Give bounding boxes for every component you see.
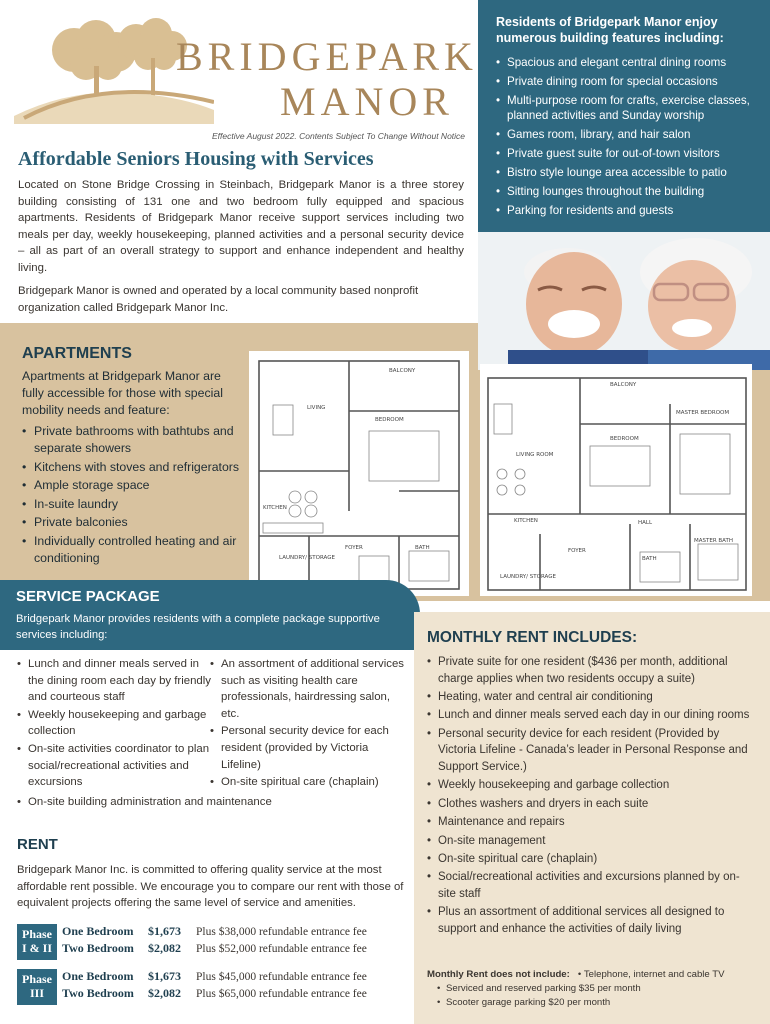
rent-entrance-fee: Plus $45,000 refundable entrance fee (196, 971, 367, 983)
list-item: • Lunch and dinner meals served in the dining room each day by friendly and courteous staff (17, 656, 215, 706)
list-item: • Weekly housekeeping and garbage collection (427, 777, 755, 794)
plan2-master-bath-label: MASTER BATH (694, 538, 734, 544)
list-item: • Multi-purpose room for crafts, exercise classes, planned activities and Sunday worship (496, 93, 758, 123)
plan1-balcony-label: BALCONY (389, 368, 416, 374)
list-item: • Spacious and elegant central dining rooms (496, 55, 758, 70)
list-item: • Ample storage space (22, 477, 247, 494)
list-item: • Lunch and dinner meals served each day in our dining rooms (427, 707, 755, 724)
logo (0, 0, 478, 150)
brand-name-line2: MANOR (280, 79, 454, 124)
floor-plan-two-bedroom (480, 364, 752, 596)
service-package-title: SERVICE PACKAGE (16, 588, 160, 605)
list-item: • Bistro style lounge area accessible to patio (496, 165, 758, 180)
list-item: • On-site management (427, 833, 755, 850)
intro-title: Affordable Seniors Housing with Services (18, 148, 374, 170)
rent-unit-type: One Bedroom (62, 924, 134, 938)
plan1-foyer-label: FOYER (345, 545, 363, 551)
phase-badge-2 (17, 969, 57, 1005)
rent-unit-type: Two Bedroom (62, 941, 134, 955)
seniors-photo (478, 232, 770, 370)
list-item: • Weekly housekeeping and garbage collection (17, 707, 215, 740)
plan2-balcony-label: BALCONY (610, 382, 637, 388)
apartments-title: APARTMENTS (22, 345, 132, 362)
plan1-laundry-label: LAUNDRY/ STORAGE (279, 555, 335, 561)
floor-plan-one-bedroom (249, 351, 469, 596)
list-item: • Individually controlled heating and air conditioning (22, 533, 247, 567)
list-item: • Games room, library, and hair salon (496, 127, 758, 142)
service-package-header (0, 580, 420, 650)
list-item: • Personal security device for each resident (provided by Victoria Lifeline) (210, 723, 410, 773)
building-features-panel (478, 0, 770, 232)
list-item: • Private guest suite for out-of-town visitors (496, 146, 758, 161)
list-item: • Maintenance and repairs (427, 814, 755, 831)
rent-paragraph: Bridgepark Manor Inc. is committed to offering quality service at the most affordable rent possible. We encourage you to compare our rent with those of equivalent projects offering the same level of service and amenities. (17, 864, 404, 909)
exclusion-item: • Scooter garage parking $20 per month (437, 996, 763, 1010)
plan2-laundry-label: LAUNDRY/ STORAGE (500, 574, 556, 580)
plan2-foyer-label: FOYER (568, 548, 586, 554)
plan2-master-bedroom-label: MASTER BEDROOM (676, 410, 730, 416)
list-item: • Private dining room for special occasions (496, 74, 758, 89)
list-item: • Private suite for one resident ($436 per month, additional charge applies when two residents occupy a suite) (427, 654, 755, 687)
list-item: • Heating, water and central air conditioning (427, 689, 755, 706)
list-item: • Kitchens with stoves and refrigerators (22, 459, 247, 476)
plan1-bath-label: BATH (415, 545, 430, 551)
rent-price: $1,673 (148, 924, 181, 938)
plan2-hall-label: HALL (638, 520, 653, 526)
plan2-bedroom-label: BEDROOM (610, 436, 639, 442)
list-item: • On-site spiritual care (chaplain) (210, 774, 410, 791)
list-item: • Private balconies (22, 514, 247, 531)
list-item: • Personal security device for each resident (Provided by Victoria Lifeline - Canada’s leader in Personal Response and Support Service.) (427, 726, 755, 776)
rent-entrance-fee: Plus $38,000 refundable entrance fee (196, 926, 367, 938)
list-item: • An assortment of additional services such as visiting health care professionals, hairdressing salon, etc. (210, 656, 410, 722)
monthly-rent-list (427, 654, 755, 939)
plan1-kitchen-label: KITCHEN (263, 505, 287, 511)
list-item: • Parking for residents and guests (496, 203, 758, 218)
effective-date-note: Effective August 2022. Contents Subject To Change Without Notice (212, 131, 466, 141)
list-item: • Plus an assortment of additional services all designed to support and enhance the activities of daily living (427, 904, 755, 937)
apartments-feature-list (22, 423, 247, 568)
intro-paragraph-2: Bridgepark Manor is owned and operated by a local community based nonprofit organization called Bridgepark Manor Inc. (18, 285, 419, 314)
list-item: • Clothes washers and dryers in each suite (427, 796, 755, 813)
rent-unit-type: Two Bedroom (62, 986, 134, 1000)
phase-label: Phase (22, 972, 52, 986)
rent-entrance-fee: Plus $52,000 refundable entrance fee (196, 943, 367, 955)
service-list-left (17, 656, 215, 792)
rent-row (62, 986, 367, 1001)
service-list-full-item: • On-site building administration and maintenance (17, 796, 272, 808)
rent-price: $1,673 (148, 969, 181, 983)
phase-number: III (29, 986, 44, 1000)
phase-number: I & II (21, 941, 52, 955)
plan2-bath-label: BATH (642, 556, 657, 562)
service-list-right (210, 656, 410, 792)
monthly-rent-title: MONTHLY RENT INCLUDES: (427, 629, 638, 646)
rent-price: $2,082 (148, 941, 181, 955)
intro-paragraph-1: Located on Stone Bridge Crossing in Steinbach, Bridgepark Manor is a three storey building consisting of 131 one and two bedroom fully equipped and spacious apartments. Residents of Bridgepark Manor receive support services including two meals per day, weekly housekeeping, planned activities and a personal security device – all as part of an overall strategy to support and enhance independent and healthy living. (18, 179, 464, 274)
phase-badge-1 (17, 924, 57, 960)
plan2-living-room-label: LIVING ROOM (516, 452, 554, 458)
rent-row (62, 941, 367, 956)
list-item: • On-site spiritual care (chaplain) (427, 851, 755, 868)
plan1-living-label: LIVING (307, 405, 326, 411)
list-item: • On-site activities coordinator to plan social/recreational activities and excursions (17, 741, 215, 791)
list-item: • In-suite laundry (22, 496, 247, 513)
rent-price: $2,082 (148, 986, 181, 1000)
phase-label: Phase (22, 927, 52, 941)
list-item: • Social/recreational activities and excursions planned by on-site staff (427, 869, 755, 902)
service-package-intro: Bridgepark Manor provides residents with a complete package supportive services including: (16, 613, 380, 641)
rent-unit-type: One Bedroom (62, 969, 134, 983)
plan2-kitchen-label: KITCHEN (514, 518, 538, 524)
monthly-rent-exclusions: Monthly Rent does not include: • Telephone, internet and cable TV • Serviced and reserved parking $35 per month • Scooter garage parking $20 per month (427, 968, 763, 1010)
list-item: • Private bathrooms with bathtubs and separate showers (22, 423, 247, 457)
list-item: • Sitting lounges throughout the building (496, 184, 758, 199)
features-list (496, 55, 758, 218)
rent-entrance-fee: Plus $65,000 refundable entrance fee (196, 988, 367, 1000)
apartments-intro: Apartments at Bridgepark Manor are fully accessible for those with special mobility needs and feature: (22, 369, 223, 417)
exclusion-item: Telephone, internet and cable TV (583, 969, 725, 980)
rent-row (62, 924, 367, 939)
brand-name-line1: BRIDGEPARK (176, 34, 478, 79)
seniors-photo-illustration (478, 232, 770, 370)
plan1-bedroom-label: BEDROOM (375, 417, 404, 423)
exclusions-label: Monthly Rent does not include: (427, 969, 570, 980)
rent-row (62, 969, 367, 984)
features-heading: Residents of Bridgepark Manor enjoy numerous building features including: (496, 15, 724, 45)
exclusions-list (427, 982, 763, 1010)
exclusion-item: • Serviced and reserved parking $35 per month (437, 982, 763, 996)
rent-title: RENT (17, 836, 58, 853)
